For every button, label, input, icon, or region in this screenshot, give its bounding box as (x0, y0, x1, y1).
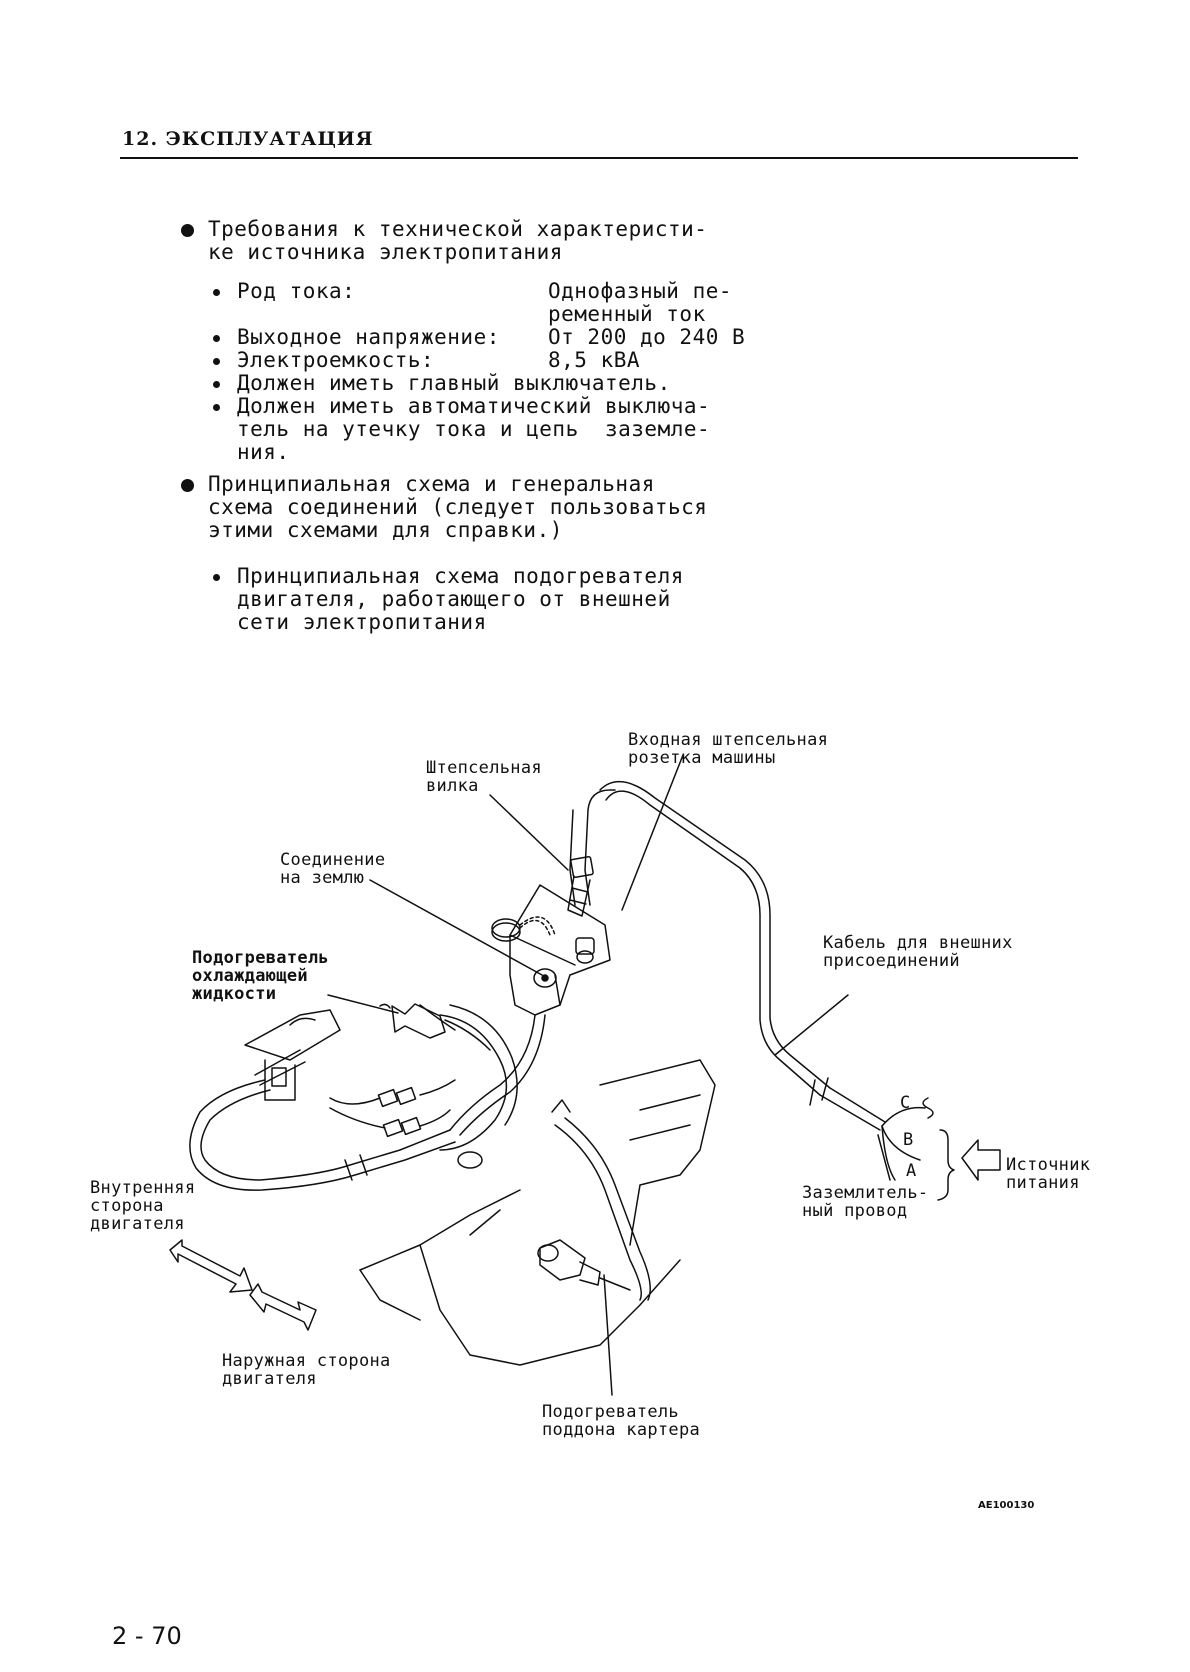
label-coolant-heater-line-2: охлаждающей (192, 966, 308, 986)
label-terminal-c: C (900, 1093, 911, 1113)
note-breaker-line-2: тель на утечку тока и цепь заземле- (237, 417, 711, 441)
sub-item-line-2: двигателя, работающего от внешней (237, 587, 671, 611)
label-inlet-socket-line-2: розетка машины (628, 748, 776, 768)
section-2-heading-line-1: Принципиальная схема и генеральная (208, 472, 655, 496)
label-engine-inner-side-line-3: двигателя (90, 1214, 185, 1234)
label-terminal-a: A (906, 1161, 917, 1181)
label-plug-line-2: вилка (426, 776, 479, 796)
label-ground-wire-line-1: Заземлитель- (802, 1183, 929, 1203)
label-engine-outer-side-line-2: двигателя (222, 1369, 317, 1389)
section-2-heading-line-2: схема соединений (следует пользоваться (208, 495, 708, 519)
label-ground-wire-line-2: ный провод (802, 1201, 908, 1221)
figure-id: AE100130 (978, 1500, 1035, 1511)
label-external-cable-line-1: Кабель для внешних (823, 933, 1013, 953)
label-oil-pan-heater-line-2: поддона картера (542, 1420, 701, 1440)
spec-value-capacity: 8,5 кВА (548, 348, 641, 372)
label-oil-pan-heater-line-1: Подогреватель (542, 1402, 679, 1422)
section-1-heading-line-1: Требования к технической характеристи- (208, 217, 708, 241)
spec-label-output-voltage: Выходное напряжение: (237, 325, 500, 349)
spec-label-capacity: Электроемкость: (237, 348, 435, 372)
page-number: 2 - 70 (112, 1622, 182, 1650)
spec-value-output-voltage: От 200 до 240 В (548, 325, 746, 349)
section-2-heading-line-3: этими схемами для справки.) (208, 518, 563, 542)
spec-value-current-type-line-1: Однофазный пе- (548, 279, 733, 303)
label-coolant-heater-line-1: Подогреватель (192, 948, 329, 968)
label-coolant-heater-line-3: жидкости (192, 984, 277, 1004)
note-breaker-line-1: Должен иметь автоматический выключа- (237, 394, 711, 418)
label-ground-connection-line-1: Соединение (280, 850, 386, 870)
note-breaker-line-3: ния. (237, 440, 290, 464)
note-main-switch: Должен иметь главный выключатель. (237, 371, 671, 395)
sub-item-line-3: сети электропитания (237, 610, 487, 634)
label-power-source-line-2: питания (1006, 1173, 1080, 1193)
label-engine-inner-side-line-1: Внутренняя (90, 1178, 196, 1198)
label-terminal-b: B (903, 1130, 914, 1150)
spec-value-current-type-line-2: ременный ток (548, 302, 706, 326)
label-engine-inner-side-line-2: сторона (90, 1196, 164, 1216)
label-external-cable-line-2: присоединений (823, 951, 960, 971)
label-ground-connection-line-2: на землю (280, 868, 365, 888)
label-engine-outer-side-line-1: Наружная сторона (222, 1351, 391, 1371)
label-inlet-socket-line-1: Входная штепсельная (628, 730, 829, 750)
section-1-heading-line-2: ке источника электропитания (208, 240, 563, 264)
label-power-source-line-1: Источник (1006, 1155, 1091, 1175)
page-header-title: 12. ЭКСПЛУАТАЦИЯ (122, 128, 374, 150)
sub-item-line-1: Принципиальная схема подогревателя (237, 564, 684, 588)
label-plug-line-1: Штепсельная (426, 758, 542, 778)
spec-label-current-type: Род тока: (237, 279, 356, 303)
